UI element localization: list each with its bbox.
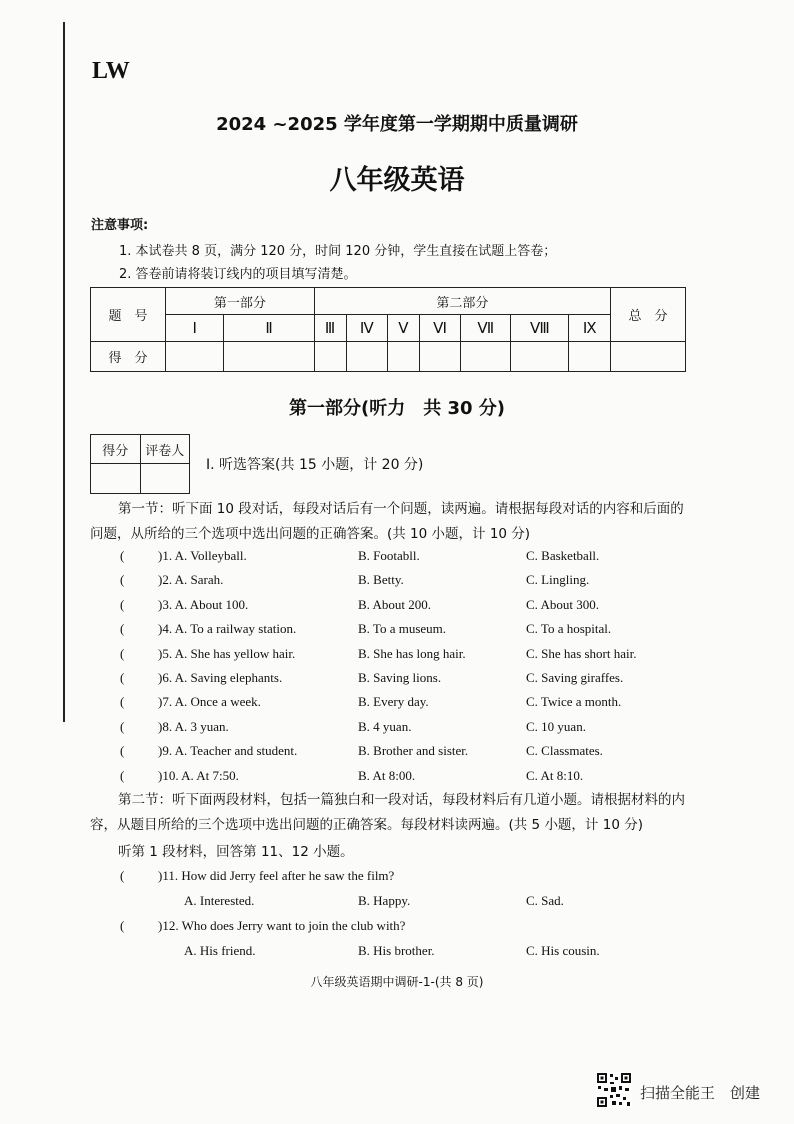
logo: LW: [92, 58, 130, 84]
option-c: C. To a hospital.: [526, 621, 612, 637]
question-row: [90, 694, 690, 716]
option-c: C. Lingling.: [526, 572, 590, 588]
label-question-number: 题 号: [91, 288, 166, 342]
option-c: C. Saving giraffes.: [526, 670, 624, 685]
option-a: )1. A. Volleyball.: [158, 548, 247, 563]
roman-label: Ⅶ: [461, 315, 511, 342]
option-b: B. Brother and sister.: [358, 743, 469, 759]
answer-paren[interactable]: (: [120, 670, 125, 685]
option-a: )8. A. 3 yuan.: [158, 718, 229, 734]
option-a: )5. A. She has yellow hair.: [158, 645, 296, 661]
answer-paren[interactable]: (: [120, 718, 125, 734]
option-a: )2. A. Sarah.: [158, 572, 224, 588]
grader-score-cell[interactable]: [91, 464, 141, 494]
answer-paren[interactable]: (: [120, 548, 125, 563]
question-options: [90, 943, 690, 965]
grader-name-cell[interactable]: [140, 464, 190, 494]
option-c: C. About 300.: [526, 596, 599, 612]
question-stem: )11. How did Jerry feel after he saw the film?: [158, 868, 395, 883]
notes-heading: 注意事项:: [91, 218, 149, 233]
question-row: [90, 768, 690, 790]
part2-header: 第二部分: [314, 288, 610, 315]
option-b: B. Footabll.: [358, 548, 420, 563]
grader-score-label: 得分: [91, 435, 141, 464]
question-row: [90, 548, 690, 570]
score-cell[interactable]: [224, 342, 314, 372]
option-b: B. At 8:00.: [358, 767, 416, 783]
option-c: C. Classmates.: [526, 743, 603, 759]
question-row: [90, 597, 690, 619]
answer-paren[interactable]: (: [120, 694, 125, 710]
roman-label: Ⅸ: [569, 315, 611, 342]
question-row: [90, 918, 690, 940]
total-score-cell[interactable]: [611, 342, 686, 372]
score-cell[interactable]: [388, 342, 420, 372]
total-header: 总 分: [611, 288, 686, 342]
answer-paren[interactable]: (: [120, 767, 125, 783]
option-c: C. At 8:10.: [526, 767, 584, 783]
option-b: B. Betty.: [358, 572, 404, 588]
question-options: [90, 893, 690, 915]
section-intro-2: 第二节：听下面两段材料，包括一篇独白和一段对话，每段材料后有几道小题。请根据材料的内容，从题目所给的三个选项中选出问题的正确答案。每段材料读两遍。(共 5 小题，计 10 分): [90, 792, 685, 833]
exam-title: 2024 ~2025 学年度第一学期期中质量调研: [216, 114, 578, 135]
answer-paren[interactable]: (: [120, 918, 125, 933]
question-row: [90, 646, 690, 668]
roman-label: Ⅲ: [314, 315, 346, 342]
score-cell[interactable]: [569, 342, 611, 372]
option-c: C. She has short hair.: [526, 645, 637, 661]
option-b: B. Happy.: [358, 893, 411, 908]
roman-label: Ⅳ: [346, 315, 388, 342]
option-b: B. Every day.: [358, 694, 429, 710]
option-c: C. Basketball.: [526, 548, 600, 563]
option-c: C. His cousin.: [526, 943, 600, 958]
option-c: C. Twice a month.: [526, 694, 622, 710]
option-a: )10. A. At 7:50.: [158, 767, 239, 783]
option-a: A. Interested.: [184, 893, 255, 908]
grader-box: [90, 434, 190, 494]
answer-paren[interactable]: (: [120, 868, 125, 883]
part1-header: 第一部分: [166, 288, 315, 315]
roman-label: Ⅷ: [511, 315, 569, 342]
section-title: Ⅰ. 听选答案(共 15 小题，计 20 分): [206, 457, 424, 473]
score-cell[interactable]: [166, 342, 224, 372]
score-cell[interactable]: [511, 342, 569, 372]
score-cell[interactable]: [314, 342, 346, 372]
subject-title: 八年级英语: [329, 165, 465, 196]
option-b: B. Saving lions.: [358, 670, 442, 685]
option-b: B. She has long hair.: [358, 645, 466, 661]
roman-label: Ⅴ: [388, 315, 420, 342]
answer-paren[interactable]: (: [120, 621, 125, 637]
score-table: [90, 287, 686, 372]
option-b: B. 4 yuan.: [358, 718, 412, 734]
note-item: 2. 答卷前请将装订线内的项目填写清楚。: [119, 267, 357, 282]
option-a: )3. A. About 100.: [158, 596, 249, 612]
option-a: )7. A. Once a week.: [158, 694, 261, 710]
score-row-label: 得 分: [91, 342, 166, 372]
option-a: A. His friend.: [184, 943, 256, 958]
note-item: 1. 本试卷共 8 页，满分 120 分，时间 120 分钟，学生直接在试题上答卷；: [119, 244, 557, 259]
question-row: [90, 572, 690, 594]
score-cell[interactable]: [461, 342, 511, 372]
question-row: [90, 743, 690, 765]
question-stem: )12. Who does Jerry want to join the club with?: [158, 918, 406, 933]
option-a: )4. A. To a railway station.: [158, 621, 297, 637]
option-b: B. To a museum.: [358, 621, 447, 637]
option-c: C. 10 yuan.: [526, 718, 586, 734]
question-row: [90, 719, 690, 741]
option-a: )6. A. Saving elephants.: [158, 670, 283, 685]
roman-label: Ⅰ: [166, 315, 224, 342]
question-row: [90, 621, 690, 643]
score-cell[interactable]: [346, 342, 388, 372]
page-footer: 八年级英语期中调研-1-(共 8 页): [310, 975, 484, 989]
grader-name-label: 评卷人: [140, 435, 190, 464]
question-row: [90, 670, 690, 692]
option-b: B. His brother.: [358, 943, 435, 958]
answer-paren[interactable]: (: [120, 596, 125, 612]
scanner-watermark: 扫描全能王 创建: [640, 1084, 761, 1102]
part1-heading: 第一部分(听力 共 30 分): [288, 398, 506, 419]
answer-paren[interactable]: (: [120, 743, 125, 759]
answer-paren[interactable]: (: [120, 572, 125, 588]
option-a: )9. A. Teacher and student.: [158, 743, 298, 759]
score-cell[interactable]: [419, 342, 461, 372]
option-b: B. About 200.: [358, 596, 431, 612]
answer-paren[interactable]: (: [120, 645, 125, 661]
material-instruction: 听第 1 段材料，回答第 11、12 小题。: [118, 844, 354, 860]
roman-label: Ⅱ: [224, 315, 314, 342]
option-c: C. Sad.: [526, 893, 564, 908]
section-intro: 第一节：听下面 10 段对话，每段对话后有一个问题，读两遍。请根据每段对话的内容和后面的问题，从所给的三个选项中选出问题的正确答案。(共 10 小题，计 10 分): [90, 501, 684, 542]
roman-label: Ⅵ: [419, 315, 461, 342]
question-row: [90, 868, 690, 890]
qr-code-icon: [596, 1072, 632, 1108]
